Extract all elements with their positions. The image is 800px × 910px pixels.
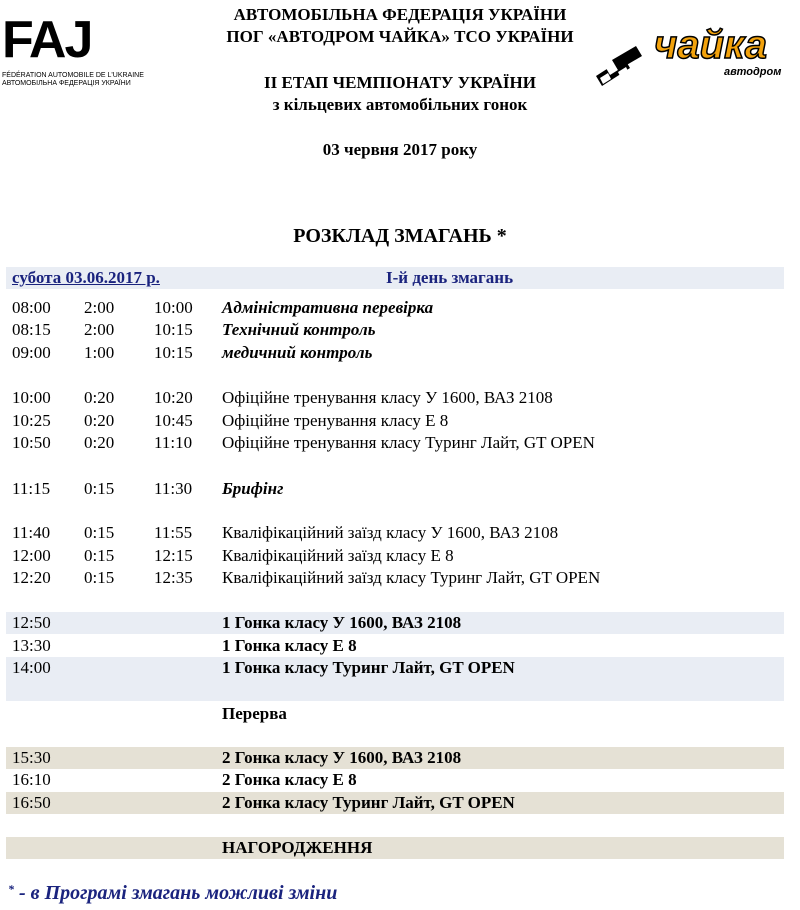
event-stage: ІІ ЕТАП ЧЕМПІОНАТУ УКРАЇНИ [264,73,536,92]
race-row [6,747,784,769]
duration: 0:20 [84,433,115,452]
start-time: 08:15 [12,320,51,339]
event-name: Адміністративна перевірка [222,298,434,317]
race-row [6,612,784,634]
schedule-row [6,478,784,500]
end-time: 11:10 [154,433,193,452]
start-time: 12:50 [12,613,51,632]
event-name: Брифінг [222,479,284,498]
duration: 0:15 [84,568,115,587]
duration: 0:20 [84,411,115,430]
duration: 0:15 [84,479,115,498]
start-time: 10:50 [12,433,51,452]
start-time: 14:00 [12,658,51,677]
chaika-logo-name: чайка [654,23,768,67]
event-name: 2 Гонка класу Е 8 [222,770,357,789]
awards-row [6,837,784,859]
start-time: 12:00 [12,546,51,565]
federation-name: АВТОМОБІЛЬНА ФЕДЕРАЦІЯ УКРАЇНИ [233,5,567,24]
event-discipline: з кільцевих автомобільних гонок [272,95,528,114]
end-time: 12:35 [154,568,193,587]
event-name: 2 Гонка класу У 1600, ВАЗ 2108 [222,748,462,767]
schedule-row [6,410,784,432]
start-time: 16:50 [12,793,51,812]
end-time: 10:45 [154,411,193,430]
start-time: 11:40 [12,523,51,542]
schedule-row [6,522,784,544]
event-name: Офіційне тренування класу У 1600, ВАЗ 2108 [222,388,553,407]
schedule-row [6,567,784,589]
schedule-row [6,342,784,364]
race-row [6,769,784,791]
schedule-row [6,297,784,319]
race-row [6,657,784,701]
footnote-star: * [8,882,14,896]
end-time: 10:15 [154,343,193,362]
end-time: 11:55 [154,523,193,542]
end-time: 10:15 [154,320,193,339]
start-time: 13:30 [12,636,51,655]
duration: 2:00 [84,320,115,339]
event-name: медичний контроль [222,343,373,362]
event-name: Офіційне тренування класу Туринг Лайт, GT OPEN [222,433,595,452]
event-name: Перерва [222,704,287,723]
start-time: 10:25 [12,411,51,430]
duration: 0:15 [84,546,115,565]
start-time: 11:15 [12,479,51,498]
footnote-text: - в Програмі змагань можливі зміни [14,882,338,904]
organization-name: ПОГ «АВТОДРОМ ЧАЙКА» ТСО УКРАЇНИ [226,27,574,46]
end-time: 11:30 [154,479,193,498]
faj-logo-caption-ua: АВТОМОБІЛЬНА ФЕДЕРАЦІЯ УКРАЇНИ [2,80,131,87]
end-time: 12:15 [154,546,193,565]
schedule-row [6,545,784,567]
race-row [6,792,784,814]
schedule-row [6,387,784,409]
start-time: 16:10 [12,770,51,789]
event-name: Кваліфікаційний заїзд класу Е 8 [222,546,454,565]
start-time: 12:20 [12,568,51,587]
day-header [6,267,784,289]
chaika-logo-sub: автодром [724,66,782,78]
start-time: 10:00 [12,388,51,407]
start-time: 15:30 [12,748,51,767]
event-name: 1 Гонка класу Туринг Лайт, GT OPEN [222,658,515,677]
event-name: 2 Гонка класу Туринг Лайт, GT OPEN [222,793,515,812]
faj-logo-caption-fr: FÉDÉRATION AUTOMOBILE DE L'UKRAINE [2,72,144,79]
race-row [6,635,784,657]
schedule-row [6,319,784,341]
day-date: субота 03.06.2017 р. [12,268,160,287]
event-name: Кваліфікаційний заїзд класу Туринг Лайт, GT OPEN [222,568,601,587]
faj-logo-letters: FAJ [2,11,92,69]
event-name: Технічний контроль [222,320,376,339]
start-time: 09:00 [12,343,51,362]
event-name: НАГОРОДЖЕННЯ [222,838,373,857]
duration: 2:00 [84,298,115,317]
footnote [8,882,337,905]
duration: 0:15 [84,523,115,542]
break-row [6,703,784,725]
start-time: 08:00 [12,298,51,317]
duration: 1:00 [84,343,115,362]
event-name: Кваліфікаційний заїзд класу У 1600, ВАЗ 2108 [222,523,559,542]
event-date: 03 червня 2017 року [322,140,478,159]
event-name: 1 Гонка класу У 1600, ВАЗ 2108 [222,613,462,632]
end-time: 10:20 [154,388,193,407]
event-name: 1 Гонка класу Е 8 [222,636,357,655]
page-title: РОЗКЛАД ЗМАГАНЬ * [293,225,507,247]
day-title: І-й день змагань [386,268,514,287]
duration: 0:20 [84,388,115,407]
event-name: Офіційне тренування класу Е 8 [222,411,449,430]
end-time: 10:00 [154,298,193,317]
schedule-row [6,432,784,454]
